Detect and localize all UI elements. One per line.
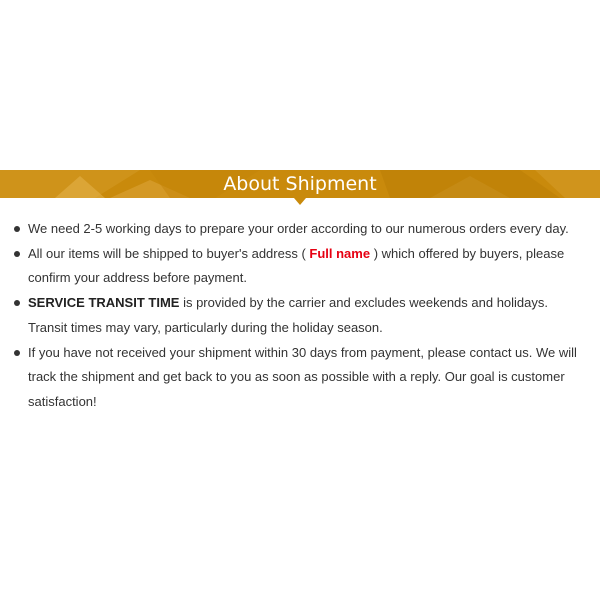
full-name-highlight: Full name xyxy=(309,245,371,261)
item-text-after: is provided by the carrier and excludes weekends and holidays. Transit times may vary, particularly during the holiday season. xyxy=(28,295,548,335)
bullet-icon xyxy=(14,300,20,306)
list-item xyxy=(12,217,582,242)
item-text: If you have not received your shipment within 30 days from payment, please contact us. We will track the shipment and get back to you as soon as possible with a reply. Our goal is customer satisfaction! xyxy=(28,344,577,409)
list-item xyxy=(12,242,582,291)
item-text-before: All our items will be shipped to buyer's address ( xyxy=(28,245,310,261)
bullet-icon xyxy=(14,226,20,232)
item-text-after: ) which offered by buyers, please confirm your address before payment. xyxy=(28,245,565,286)
bullet-icon xyxy=(14,251,20,257)
banner-pointer xyxy=(294,198,306,205)
item-text: We need 2-5 working days to prepare your order according to our numerous orders every day. xyxy=(28,221,569,236)
section-title: About Shipment xyxy=(223,173,377,195)
shipment-info-list xyxy=(12,217,582,415)
list-item xyxy=(12,341,582,415)
transit-time-label: SERVICE TRANSIT TIME xyxy=(28,295,180,311)
list-item xyxy=(12,291,582,340)
bullet-icon xyxy=(14,350,20,356)
section-banner xyxy=(0,170,600,198)
